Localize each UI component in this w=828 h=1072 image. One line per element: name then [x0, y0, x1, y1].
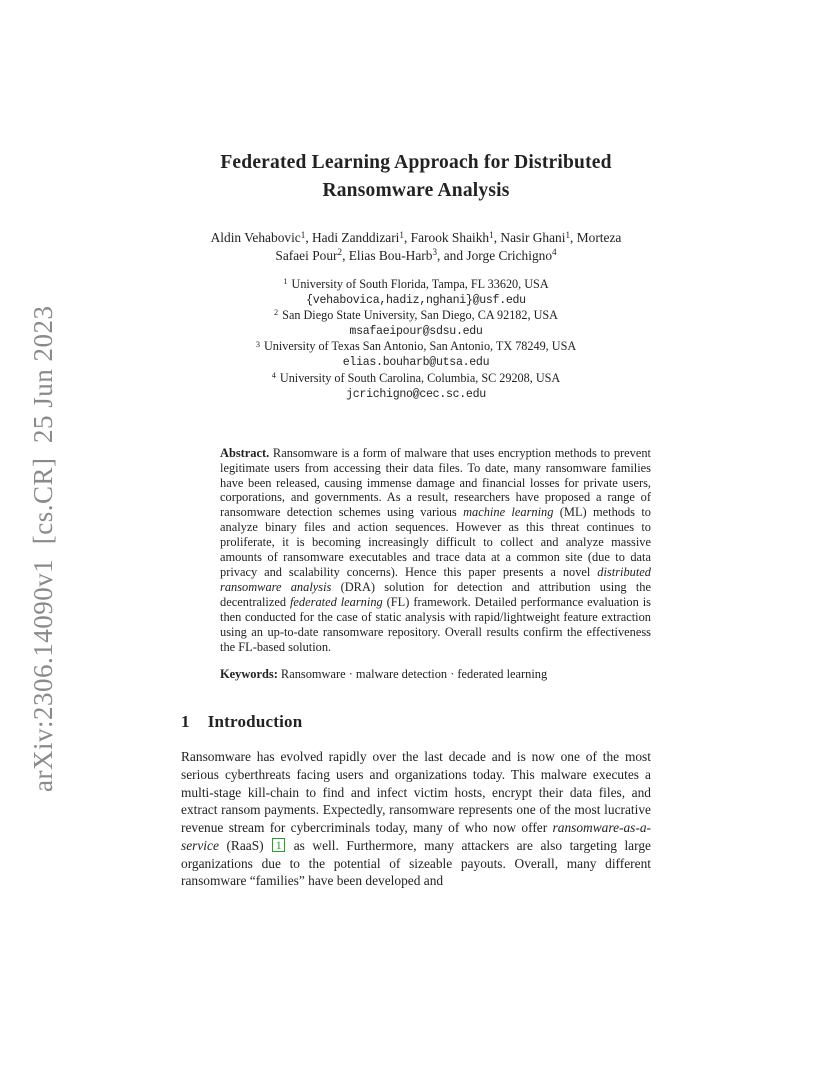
text-segment: , Nasir Ghani: [493, 230, 566, 245]
paper-title: [181, 149, 651, 205]
paper-title-line2: Ransomware Analysis: [322, 180, 510, 201]
text-segment: as well. Furthermore, many attackers are also targeting large organizations due to the potential of sizeable payouts. Overall, many different ransomware “families” have been developed and: [181, 837, 651, 889]
affiliation-name: University of Texas San Antonio, San Antonio, TX 78249, USA: [263, 339, 577, 354]
text-segment: 1: [565, 229, 571, 240]
text-segment: (DRA) solution for detection and attribution using the decentralized: [220, 579, 651, 609]
abstract-section: [220, 446, 651, 683]
text-segment: 1: [399, 229, 404, 240]
text-segment: Ransomware has evolved rapidly over the last decade and is now one of the most serious cyberthreats facing users and organizations today. This malware executes a multi-stage kill-chain to find and infect victim hosts, encrypt their data files, and extract ransom payments. Expectedly, ransomware represents one of the most lucrative revenue stream for cybercriminals today, many of who now offer: [181, 749, 651, 836]
text-segment: 1: [489, 229, 494, 240]
text-segment: 1: [300, 229, 306, 240]
affiliation-email: msafaeipour@sdsu.edu: [349, 325, 483, 339]
section-number: 1: [181, 712, 190, 732]
text-segment: ransomware-as-a-service: [181, 820, 651, 853]
affiliation-item: [181, 277, 651, 308]
affiliation-name: University of South Florida, Tampa, FL 33620, USA: [291, 277, 549, 291]
affiliations: [181, 277, 651, 402]
affiliation-marker: 2: [274, 308, 279, 318]
affiliation-text: [181, 371, 651, 387]
affiliation-email: {vehabovica,hadiz,nghani}@usf.edu: [306, 294, 526, 308]
text-segment: 2: [337, 247, 343, 258]
affiliation-item: [181, 308, 651, 339]
text-segment: (FL) framework. Detailed performance evaluation is then conducted for the case of static analysis with rapid/lightweight feature extraction using an up-to-date ransomware repository. Overall results confirm the effectiveness the FL-based solution.: [220, 594, 651, 654]
affiliation-item: [181, 371, 651, 402]
text-segment: Ransomware is a form of malware that uses encryption methods to prevent legitimate users from accessing their data files. To date, many ransomware families have been released, causing immense damage and financial losses for private users, corporations, and governments. As a result, researchers have proposed a range of ransomware detection schemes using various: [220, 445, 651, 520]
affiliation-email: elias.bouharb@utsa.edu: [342, 356, 490, 370]
intro-paragraph: [181, 748, 651, 890]
text-segment: (RaaS): [218, 837, 272, 853]
affiliation-text: [181, 277, 651, 293]
affiliation-text: [181, 308, 651, 324]
text-segment: Ransomware · malware detection · federated learning: [277, 667, 548, 682]
paper-title-line1: Federated Learning Approach for Distributed: [220, 152, 612, 173]
text-segment: , Farook Shaikh: [403, 230, 490, 245]
affiliation-name: San Diego State University, San Diego, CA 92182, USA: [282, 308, 558, 323]
arxiv-watermark: arXiv:2306.14090v1 [cs.CR] 25 Jun 2023: [28, 305, 58, 792]
keywords-line: [220, 667, 651, 682]
abstract-text: [220, 446, 651, 655]
affiliation-marker: 3: [255, 339, 260, 349]
text-segment: , Morteza: [570, 230, 622, 245]
text-segment: (ML) methods to analyze binary files and action sequences. However as this threat continues to proliferate, it is becoming increasingly difficult to collect and analyze massive amounts of ransomware executables and trace data at a common site (due to data privacy and scalability concerns). Hence this paper presents a novel: [220, 505, 651, 579]
text-segment: Keywords:: [220, 667, 278, 682]
affiliation-marker: 4: [271, 370, 276, 380]
section-title: Introduction: [207, 712, 303, 732]
text-segment: Safaei Pour: [275, 247, 338, 263]
affiliation-email: jcrichigno@cec.sc.edu: [346, 387, 486, 401]
text-segment: federated learning: [289, 594, 383, 609]
text-segment: , Hadi Zanddizari: [305, 230, 400, 245]
affiliation-item: [181, 339, 651, 370]
citation-link[interactable]: 1: [272, 838, 285, 852]
section-heading: [181, 712, 651, 732]
text-segment: Abstract.: [220, 445, 270, 460]
affiliation-name: University of South Carolina, Columbia, SC 29208, USA: [279, 370, 561, 385]
affiliation-text: [181, 339, 651, 355]
text-segment: 4: [552, 247, 557, 258]
text-segment: Aldin Vehabovic: [210, 230, 301, 245]
paper-content: [181, 0, 651, 890]
author-list: [181, 230, 651, 265]
text-segment: machine learning: [463, 505, 554, 520]
text-segment: 3: [432, 247, 437, 258]
affiliation-marker: 1: [283, 277, 288, 287]
text-segment: , and Jorge Crichigno: [437, 247, 553, 263]
text-segment: distributed ransomware analysis: [220, 565, 651, 594]
text-segment: , Elias Bou-Harb: [342, 247, 433, 263]
